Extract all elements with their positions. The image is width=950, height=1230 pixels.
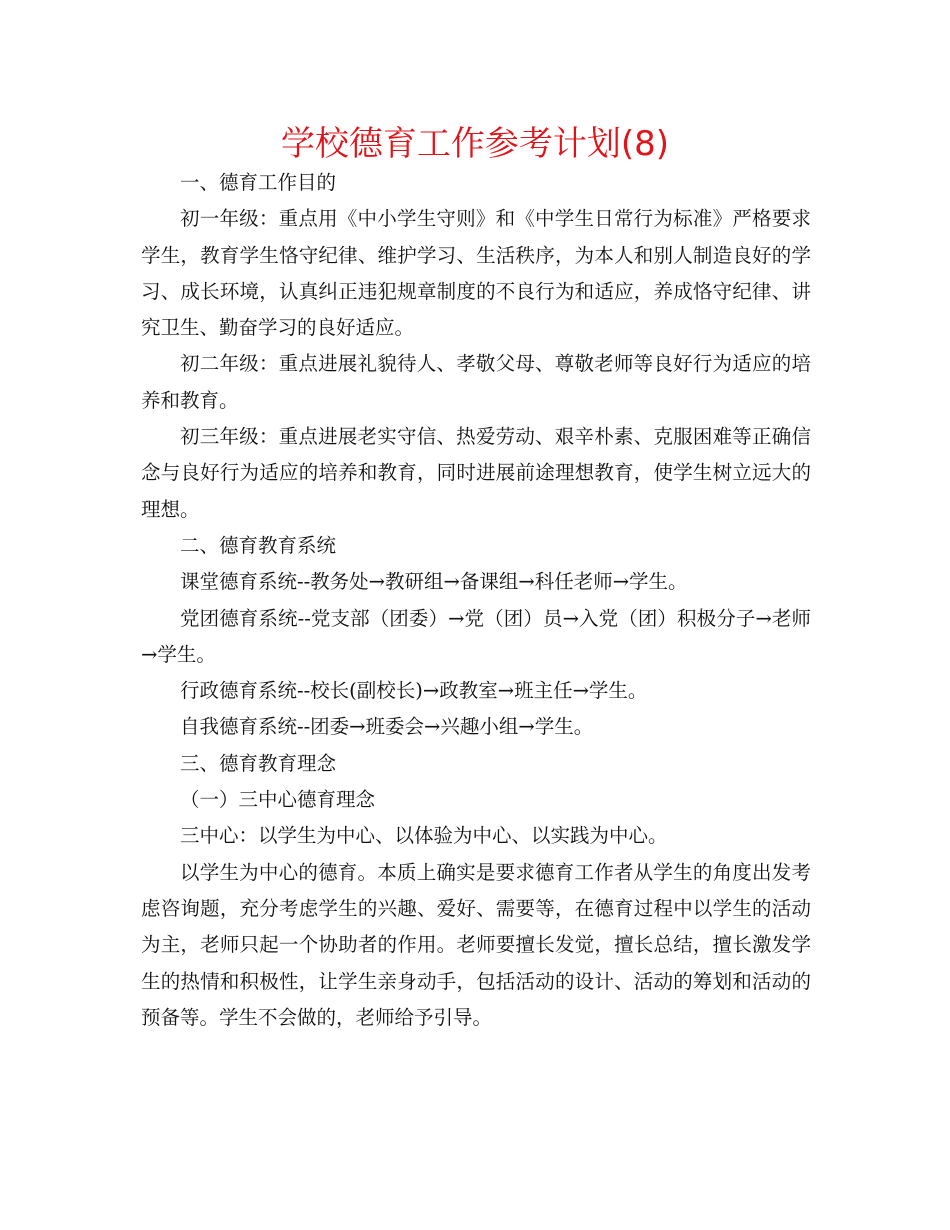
section-heading-objectives: 一、德育工作目的 (180, 171, 337, 194)
paragraph-self-system: 自我德育系统--团委→班委会→兴趣小组→学生。 (180, 715, 594, 739)
paragraph-grade-one: 初一年级：重点用《中小学生守则》和《中学生日常行为标准》严格要求学生，教育学生恪守纪律、维护学习、生活秩序，为本人和别人制造良好的学习、成长环境，认真纠正违犯规章制度的不良行为和适应，养成恪守纪律、讲究卫生、勤奋学习的良好适应。 (141, 207, 811, 340)
paragraph-three-centers: 三中心：以学生为中心、以体验为中心、以实践为中心。 (180, 824, 668, 848)
document-body (141, 165, 811, 1036)
document-title: 学校德育工作参考计划(8) (280, 124, 670, 164)
subsection-heading-three-centers: （一）三中心德育理念 (180, 788, 376, 812)
paragraph-admin-system: 行政德育系统--校长(副校长)→政教室→班主任→学生。 (180, 679, 648, 703)
section-heading-philosophy: 三、德育教育理念 (180, 751, 337, 775)
paragraph-grade-three: 初三年级：重点进展老实守信、热爱劳动、艰辛朴素、克服困难等正确信念与良好行为适应的培养和教育，同时进展前途理想教育，使学生树立远大的理想。 (141, 425, 811, 521)
paragraph-party-system: 党团德育系统--党支部（团委）→党（团）员→入党（团）积极分子→老师→学生。 (141, 606, 811, 666)
paragraph-classroom-system: 课堂德育系统--教务处→教研组→备课组→科任老师→学生。 (180, 570, 688, 594)
paragraph-grade-two: 初二年级：重点进展礼貌待人、孝敬父母、尊敬老师等良好行为适应的培养和教育。 (141, 352, 811, 412)
section-heading-system: 二、德育教育系统 (180, 533, 337, 557)
paragraph-student-centered: 以学生为中心的德育。本质上确实是要求德育工作者从学生的角度出发考虑咨询题，充分考虑学生的兴趣、爱好、需要等，在德育过程中以学生的活动为主，老师只起一个协助者的作用。老师要擅长发觉，擅长总结，擅长激发学生的热情和积极性，让学生亲身动手，包括活动的设计、活动的筹划和活动的预备等。学生不会做的，老师给予引导。 (141, 860, 811, 1029)
